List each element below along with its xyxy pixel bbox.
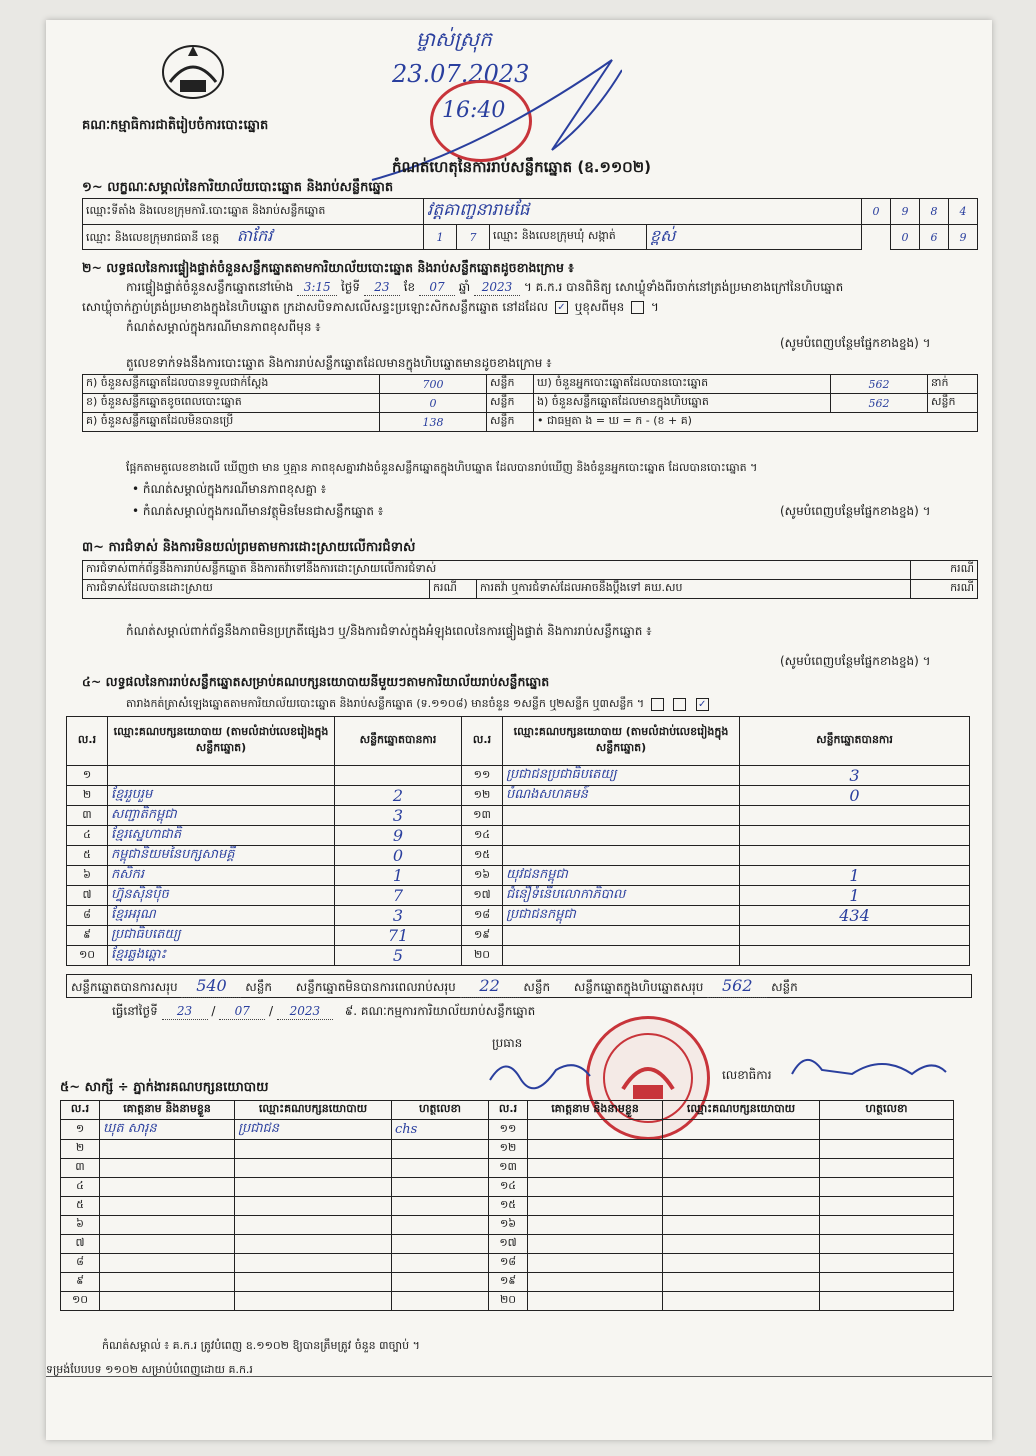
result-row (67, 946, 970, 966)
footnote: កំណត់សម្គាល់ ៖ គ.ក.រ ត្រូវបំពេញ ឧ.១១០២ ឱ្យបានត្រឹមត្រូវ ចំនួន ៣ច្បាប់ ។ (102, 1339, 420, 1352)
result-party: ប្រជាជនប្រជាធិបតេយ្យ (503, 766, 740, 786)
result-no: ៤ (67, 826, 108, 846)
discrepancy-line: ផ្អែកតាមតួលេខខាងលើ ឃើញថា មាន ឬគ្មាន ភាពខុសគ្នារវាងចំនួនសន្លឹកឆ្នោតក្នុងហិបឆ្នោត ដែលបានរាប់ឃើញ និងចំនួនអ្នកបោះឆ្នោត ដែលបានបោះឆ្នោត ។ (126, 461, 758, 474)
witness-name: ឃុត សារុន (100, 1120, 235, 1140)
witness-party (663, 1140, 820, 1159)
witness-signature (820, 1254, 954, 1273)
witness-row (61, 1216, 954, 1235)
result-row (67, 806, 970, 826)
witness-signature (392, 1140, 489, 1159)
result-party: ជំនឿទំនើបលោកាភិបាល (503, 886, 740, 906)
result-row (67, 766, 970, 786)
witness-row (61, 1197, 954, 1216)
result-votes: 1 (335, 866, 462, 886)
result-votes: 71 (335, 926, 462, 946)
result-votes: 3 (335, 906, 462, 926)
witness-row (61, 1235, 954, 1254)
result-no: ៥ (67, 846, 108, 866)
fill-note: (សូមបំពេញបន្ថែមផ្នែកខាងខ្នង) ។ (780, 504, 931, 518)
section5-heading: ៥~ សាក្សី ÷ ភ្នាក់ងារគណបក្សនយោបាយ (60, 1080, 269, 1095)
witness-signature: chs (392, 1120, 489, 1140)
witness-no: ១៩ (489, 1273, 528, 1292)
witness-name (528, 1197, 663, 1216)
changed-label: ឬខុសពីមុន (574, 300, 625, 314)
witness-signature (820, 1140, 954, 1159)
witness-name (528, 1254, 663, 1273)
result-party: កម្ពុជានិយមនៃបក្សសាមគ្គី (108, 846, 335, 866)
col-party: ឈ្មោះគណបក្សនយោបាយ (235, 1101, 392, 1120)
witness-party (235, 1216, 392, 1235)
witness-name (528, 1235, 663, 1254)
result-votes: 7 (335, 886, 462, 906)
result-votes: 0 (740, 786, 970, 806)
total-box: 562 (707, 975, 767, 998)
witness-signature (392, 1197, 489, 1216)
footer-text: ទម្រង់បែបបទ ១១០២ សម្រាប់បំពេញដោយ គ.ក.រ (46, 1363, 253, 1376)
result-no: ២០ (462, 946, 503, 966)
witness-no: ២ (61, 1140, 100, 1159)
witness-name (100, 1216, 235, 1235)
col-sign: ហត្ថលេខា (820, 1101, 954, 1120)
verify-month: 07 (419, 280, 455, 296)
witness-party (663, 1273, 820, 1292)
committee-name: គណៈកម្មាធិការជាតិរៀបចំការបោះឆ្នោត (82, 118, 269, 133)
result-votes: 9 (335, 826, 462, 846)
col-no: ល.រ (67, 717, 108, 766)
result-votes (740, 946, 970, 966)
result-party: ប្រជាធិបតេយ្យ (108, 926, 335, 946)
unit: សន្លឹក (523, 980, 551, 994)
witness-name (100, 1140, 235, 1159)
province-digit: 7 (457, 225, 490, 250)
witness-name (100, 1292, 235, 1311)
witness-no: ១៣ (489, 1159, 528, 1178)
result-votes: 1 (740, 886, 970, 906)
witness-row (61, 1254, 954, 1273)
case-label: ករណី (430, 580, 477, 599)
figure-unit: សន្លឹក (487, 413, 534, 432)
result-party: ខ្មែរស្នេហាជាតិ (108, 826, 335, 846)
result-party (108, 766, 335, 786)
col-name: គោត្តនាម និងនាមខ្លួន (528, 1101, 663, 1120)
month-label: ខែ (403, 280, 416, 294)
witness-signature (820, 1159, 954, 1178)
witness-row (61, 1120, 954, 1140)
witness-signature (392, 1235, 489, 1254)
note1-line: កំណត់សម្គាល់ក្នុងករណីមានភាពខុសពីមុន ៖ (126, 320, 321, 334)
result-votes: 5 (335, 946, 462, 966)
verify-day: 23 (364, 280, 400, 296)
result-row (67, 886, 970, 906)
seal-line: សោឃ្លុំចាក់ភ្ជាប់ត្រង់ប្រមាខាងក្នុងនៃហិបឆ្នោត ក្រដាសបិទភាសលើសន្ទះប្រឡោះសិកសន្លឹកឆ្នោត នៅដដែល ✓ ឬខុសពីមុន ។ (82, 300, 659, 314)
witness-row (61, 1140, 954, 1159)
result-votes: 434 (740, 906, 970, 926)
result-votes: 3 (740, 766, 970, 786)
col-name: គោត្តនាម និងនាមខ្លួន (100, 1101, 235, 1120)
verify-time: 3:15 (297, 280, 337, 296)
result-party: កសិករ (108, 866, 335, 886)
witness-name (528, 1140, 663, 1159)
figure-label: ក) ចំនួនសន្លឹកឆ្នោតដែលបានទទួលជាក់ស្តែង (83, 375, 380, 394)
witness-name (528, 1273, 663, 1292)
location-value: វត្តគាញ្ចនារាមផែ (424, 199, 862, 225)
result-party: ប្រជាជនកម្ពុជា (503, 906, 740, 926)
form-title: កំណត់ហេតុនៃការរាប់សន្លឹកឆ្នោត (ឧ.១១០២) (392, 158, 652, 176)
three-sheet-checkbox[interactable]: ✓ (696, 698, 709, 711)
bullet-foreign-object: • កំណត់សម្គាល់ក្នុងករណីមានវត្ថុមិនមែនជាសន្លឹកឆ្នោត ៖ (132, 504, 384, 518)
figure-value: 138 (380, 413, 487, 432)
verify-year: 2023 (474, 280, 520, 296)
figure-value: 700 (380, 375, 487, 394)
witness-signature (820, 1178, 954, 1197)
result-votes (740, 926, 970, 946)
witness-no: ៨ (61, 1254, 100, 1273)
result-no: ២ (67, 786, 108, 806)
tally-sheet-text: តារាងកត់ត្រាសំឡេងឆ្នោតតាមការិយាល័យបោះឆ្នោត និងរាប់សន្លឹកឆ្នោត (ទ.១១០៨) មានចំនួន ១សន្លឹក ឬ២សន្លឹក ឬ៣សន្លឹក ។ (126, 697, 645, 710)
result-no: ១១ (462, 766, 503, 786)
result-party (503, 946, 740, 966)
totals-row (66, 974, 972, 998)
result-no: ១ (67, 766, 108, 786)
commune-label: ឈ្មោះ និងលេខក្រុមឃុំ សង្កាត់ (490, 225, 647, 250)
witness-signature (392, 1254, 489, 1273)
witness-name (528, 1120, 663, 1140)
figure-value: 562 (831, 394, 928, 413)
resolved-objection: ការជំទាស់ដែលបានដោះស្រាយ (83, 580, 430, 599)
result-no: ៧ (67, 886, 108, 906)
witness-signature (820, 1197, 954, 1216)
result-party: ហ្វ៊ុនស៊ិនប៉ិច (108, 886, 335, 906)
witness-signature (820, 1216, 954, 1235)
total-valid-label: សន្លឹកឆ្នោតបានការសរុប (71, 980, 178, 994)
chair-signature (486, 1050, 596, 1090)
witness-no: ១៦ (489, 1216, 528, 1235)
year-label: ឆ្នាំ (458, 280, 471, 294)
results-table (66, 716, 970, 966)
intro-suffix: ។ គ.ក.រ បានពិនិត្យ សោឃ្លុំទាំងពីរចាក់នៅត្រង់ប្រមាខាងក្រៅនៃហិបឆ្នោត (523, 280, 844, 294)
secretary-label: លេខាធិការ (722, 1068, 772, 1082)
witness-no: ១៤ (489, 1178, 528, 1197)
irregularity-note: កំណត់សម្គាល់ពាក់ព័ន្ធនឹងភាពមិនប្រក្រតីផ្សេងៗ ឬ/និងការជំទាស់ក្នុងអំឡុងពេលនៃការផ្ទៀងផ្ទាត់ និងការរាប់សន្លឹកឆ្នោត ៖ (126, 624, 652, 638)
figure-unit: នាក់ (928, 375, 978, 394)
location-digit: 4 (949, 199, 978, 225)
section2-heading: ២~ លទ្ធផលនៃការផ្ទៀងផ្ទាត់ចំនួនសន្លឹកឆ្នោតតាមការិយាល័យបោះឆ្នោត និងរាប់សន្លឹកឆ្នោតដូចខាងក្រោម ៖ (82, 260, 574, 275)
witness-party (663, 1216, 820, 1235)
result-row (67, 926, 970, 946)
result-no: ១៥ (462, 846, 503, 866)
result-party: ខ្មែរឆ្លងឆ្ពោះ (108, 946, 335, 966)
location-digit: 8 (920, 199, 949, 225)
result-no: ៨ (67, 906, 108, 926)
witness-no: ១២ (489, 1140, 528, 1159)
location-label: ឈ្មោះទីតាំង និងលេខក្រុមការិ.បោះឆ្នោត និងរាប់សន្លឹកឆ្នោត (83, 199, 424, 225)
done-date-line: ធ្វើនៅថ្ងៃទី 23 / 07 / 2023 ៩. គណៈកម្មការការិយាល័យរាប់សន្លឹកឆ្នោត (112, 1004, 536, 1018)
result-no: ១០ (67, 946, 108, 966)
day-label: ថ្ងៃទី (341, 280, 361, 294)
col-sign: ហត្ថលេខា (392, 1101, 489, 1120)
section1-table (82, 198, 978, 250)
verification-line (126, 280, 843, 296)
done-year: 2023 (277, 1004, 333, 1020)
result-no: ១៧ (462, 886, 503, 906)
witness-signature (392, 1178, 489, 1197)
figure-label: គ) ចំនួនសន្លឹកឆ្នោតដែលមិនបានប្រើ (83, 413, 380, 432)
col-party: ឈ្មោះគណបក្សនយោបាយ (តាមលំដាប់លេខរៀងក្នុងសន្លឹកឆ្នោត) (108, 717, 335, 766)
intro-prefix: ការផ្ទៀងផ្ទាត់ចំនួនសន្លឹកឆ្នោតនៅម៉ោង (126, 280, 294, 294)
result-party (503, 806, 740, 826)
total-invalid-label: សន្លឹកឆ្នោតមិនបានការពេលរាប់សរុប (295, 980, 456, 994)
witness-row (61, 1273, 954, 1292)
witness-party (235, 1273, 392, 1292)
result-votes (335, 766, 462, 786)
one-sheet-checkbox[interactable] (651, 698, 664, 711)
result-votes: 1 (740, 866, 970, 886)
result-party (503, 826, 740, 846)
result-party (503, 846, 740, 866)
handwritten-time: 16:40 (442, 98, 506, 123)
result-votes (740, 826, 970, 846)
witness-signature (820, 1235, 954, 1254)
result-no: ១៨ (462, 906, 503, 926)
figure-label: ង) ចំនួនសន្លឹកឆ្នោតដែលមានក្នុងហិបឆ្នោត (534, 394, 831, 413)
result-no: ១៣ (462, 806, 503, 826)
result-party (503, 926, 740, 946)
handwritten-date: 23.07.2023 (392, 60, 530, 88)
witness-name (100, 1197, 235, 1216)
section3-heading: ៣~ ការជំទាស់ និងការមិនយល់ព្រមតាមការដោះស្រាយលើការជំទាស់ (82, 540, 416, 555)
col-no: ល.រ (489, 1101, 528, 1120)
fill-note: (សូមបំពេញបន្ថែមផ្នែកខាងខ្នង) ។ (780, 336, 931, 350)
witness-party (235, 1159, 392, 1178)
total-box-label: សន្លឹកឆ្នោតក្នុងហិបឆ្នោតសរុប (573, 980, 704, 994)
result-no: ១២ (462, 786, 503, 806)
committee-signature-label: ៩. គណៈកម្មការការិយាល័យរាប់សន្លឹកឆ្នោត (344, 1004, 536, 1018)
col-votes: សន្លឹកឆ្នោតបានការ (335, 717, 462, 766)
unit: សន្លឹក (771, 980, 798, 994)
witness-no: ៩ (61, 1273, 100, 1292)
witness-table (60, 1100, 954, 1311)
col-votes: សន្លឹកឆ្នោតបានការ (740, 717, 970, 766)
commune-digit: 0 (891, 225, 920, 250)
figure-value: 0 (380, 394, 487, 413)
figures-intro: តួលេខទាក់ទងនឹងការបោះឆ្នោត និងការរាប់សន្លឹកឆ្នោតដែលមានក្នុងហិបឆ្នោតមានដូចខាងក្រោម ៖ (126, 356, 552, 370)
witness-no: ១៨ (489, 1254, 528, 1273)
location-digit: 0 (862, 199, 891, 225)
witness-no: ១ (61, 1120, 100, 1140)
appeal-objection: ការតវ៉ា ឬការជំទាស់ដែលអាចនឹងប្តឹងទៅ គឃ.សប (477, 580, 911, 599)
witness-party (663, 1120, 820, 1140)
section1-heading: ១~ លក្ខណៈសម្គាល់នៃការិយាល័យបោះឆ្នោត និងរាប់សន្លឹកឆ្នោត (82, 180, 394, 195)
province-value: តាកែវ (236, 226, 273, 245)
bullet-discrepancy: • កំណត់សម្គាល់ក្នុងករណីមានភាពខុសគ្នា ៖ (132, 482, 327, 496)
witness-no: ១៧ (489, 1235, 528, 1254)
witness-party (235, 1197, 392, 1216)
witness-name (100, 1159, 235, 1178)
witness-name (100, 1178, 235, 1197)
result-no: ១៤ (462, 826, 503, 846)
col-no: ល.រ (61, 1101, 100, 1120)
changed-checkbox[interactable] (631, 301, 644, 314)
witness-party (235, 1178, 392, 1197)
witness-row (61, 1292, 954, 1311)
figure-label: ខ) ចំនួនសន្លឹកឆ្នោតខូចពេលបោះឆ្នោត (83, 394, 380, 413)
result-no: ៩ (67, 926, 108, 946)
unchanged-checkbox[interactable]: ✓ (555, 301, 568, 314)
witness-party (663, 1292, 820, 1311)
case-label: ករណី (911, 580, 978, 599)
result-party: សញ្ជាតិកម្ពុជា (108, 806, 335, 826)
result-party: ខ្មែរអរុណ (108, 906, 335, 926)
witness-signature (820, 1273, 954, 1292)
commune-value: ខ្ពស់ (647, 225, 862, 250)
witness-name (528, 1178, 663, 1197)
figure-value: 562 (831, 375, 928, 394)
witness-signature (820, 1292, 954, 1311)
witness-name (528, 1159, 663, 1178)
location-digit: 9 (891, 199, 920, 225)
result-row (67, 786, 970, 806)
witness-signature (392, 1292, 489, 1311)
result-no: ១៦ (462, 866, 503, 886)
total-invalid: 22 (460, 975, 520, 998)
tally-sheet-line (126, 696, 712, 711)
figure-label: ឃ) ចំនួនអ្នកបោះឆ្នោតដែលបានបោះឆ្នោត (534, 375, 831, 394)
witness-name (100, 1254, 235, 1273)
witness-party (663, 1235, 820, 1254)
witness-signature (392, 1273, 489, 1292)
done-label: ធ្វើនៅថ្ងៃទី (112, 1004, 158, 1018)
figure-unit: សន្លឹក (928, 394, 978, 413)
result-no: ១៩ (462, 926, 503, 946)
witness-name (528, 1216, 663, 1235)
witness-name (100, 1273, 235, 1292)
result-row (67, 826, 970, 846)
result-party: បំណងសហគមន៍ (503, 786, 740, 806)
province-label (83, 225, 424, 250)
case-label: ករណី (911, 561, 978, 580)
handwritten-top: ម្ចាស់ស្រុក (416, 27, 492, 51)
witness-no: ១១ (489, 1120, 528, 1140)
figure-unit: សន្លឹក (487, 375, 534, 394)
commune-digit: 6 (920, 225, 949, 250)
witness-no: ២០ (489, 1292, 528, 1311)
province-digit: 1 (424, 225, 457, 250)
witness-party (663, 1254, 820, 1273)
witness-row (61, 1178, 954, 1197)
figure-unit: សន្លឹក (487, 394, 534, 413)
unit: សន្លឹក (245, 980, 272, 994)
total-valid: 540 (181, 975, 241, 998)
result-votes: 2 (335, 786, 462, 806)
witness-party (235, 1254, 392, 1273)
col-party: ឈ្មោះគណបក្សនយោបាយ (663, 1101, 820, 1120)
witness-party (663, 1197, 820, 1216)
result-votes (740, 806, 970, 826)
done-day: 23 (162, 1004, 208, 1020)
fill-note: (សូមបំពេញបន្ថែមផ្នែកខាងខ្នង) ។ (780, 654, 931, 668)
result-no: ៦ (67, 866, 108, 886)
witness-row (61, 1159, 954, 1178)
commune-digit: 9 (949, 225, 978, 250)
witness-no: ១៥ (489, 1197, 528, 1216)
result-party: យុវជនកម្ពុជា (503, 866, 740, 886)
witness-party (663, 1178, 820, 1197)
done-month: 07 (219, 1004, 265, 1020)
witness-signature (392, 1216, 489, 1235)
result-votes: 0 (335, 846, 462, 866)
witness-party (235, 1235, 392, 1254)
witness-party (663, 1159, 820, 1178)
witness-no: ៧ (61, 1235, 100, 1254)
result-row (67, 906, 970, 926)
province-label-text: ឈ្មោះ និងលេខក្រុមរាជធានី ខេត្ត (86, 231, 220, 244)
section4-heading: ៤~ លទ្ធផលនៃការរាប់សន្លឹកឆ្នោតសម្រាប់គណបក្សនយោបាយនីមួយៗតាមការិយាល័យរាប់សន្លឹកឆ្នោត (82, 674, 550, 689)
col-party: ឈ្មោះគណបក្សនយោបាយ (តាមលំដាប់លេខរៀងក្នុងសន្លឹកឆ្នោត) (503, 717, 740, 766)
witness-no: ៥ (61, 1197, 100, 1216)
objection-table (82, 560, 978, 599)
figures-table (82, 374, 978, 432)
witness-party: ប្រជាជន (235, 1120, 392, 1140)
witness-no: ១០ (61, 1292, 100, 1311)
witness-party (235, 1292, 392, 1311)
result-votes: 3 (335, 806, 462, 826)
objection-row: ការជំទាស់ពាក់ព័ន្ធនឹងការរាប់សន្លឹកឆ្នោត និងការតវ៉ាទៅនឹងការដោះស្រាយលើការជំទាស់ (83, 561, 911, 580)
result-votes (740, 846, 970, 866)
witness-signature (392, 1159, 489, 1178)
witness-signature (820, 1120, 954, 1140)
witness-party (235, 1140, 392, 1159)
witness-no: ៣ (61, 1159, 100, 1178)
seal-text: សោឃ្លុំចាក់ភ្ជាប់ត្រង់ប្រមាខាងក្នុងនៃហិបឆ្នោត ក្រដាសបិទភាសលើសន្ទះប្រឡោះសិកសន្លឹកឆ្នោត នៅដដែល (82, 300, 549, 314)
witness-no: ៤ (61, 1178, 100, 1197)
witness-name (528, 1292, 663, 1311)
col-no: ល.រ (462, 717, 503, 766)
ballot-count-form (46, 20, 992, 1440)
result-party: ខ្មែររួបរួម (108, 786, 335, 806)
emblem-logo (158, 42, 228, 106)
result-no: ៣ (67, 806, 108, 826)
formula: • ជាធម្មតា ង = ឃ = ក - (ខ + គ) (534, 413, 978, 432)
witness-no: ៦ (61, 1216, 100, 1235)
witness-name (100, 1235, 235, 1254)
chair-label: ប្រធាន (492, 1036, 523, 1050)
result-row (67, 846, 970, 866)
secretary-signature (782, 1044, 952, 1088)
two-sheet-checkbox[interactable] (673, 698, 686, 711)
result-row (67, 866, 970, 886)
